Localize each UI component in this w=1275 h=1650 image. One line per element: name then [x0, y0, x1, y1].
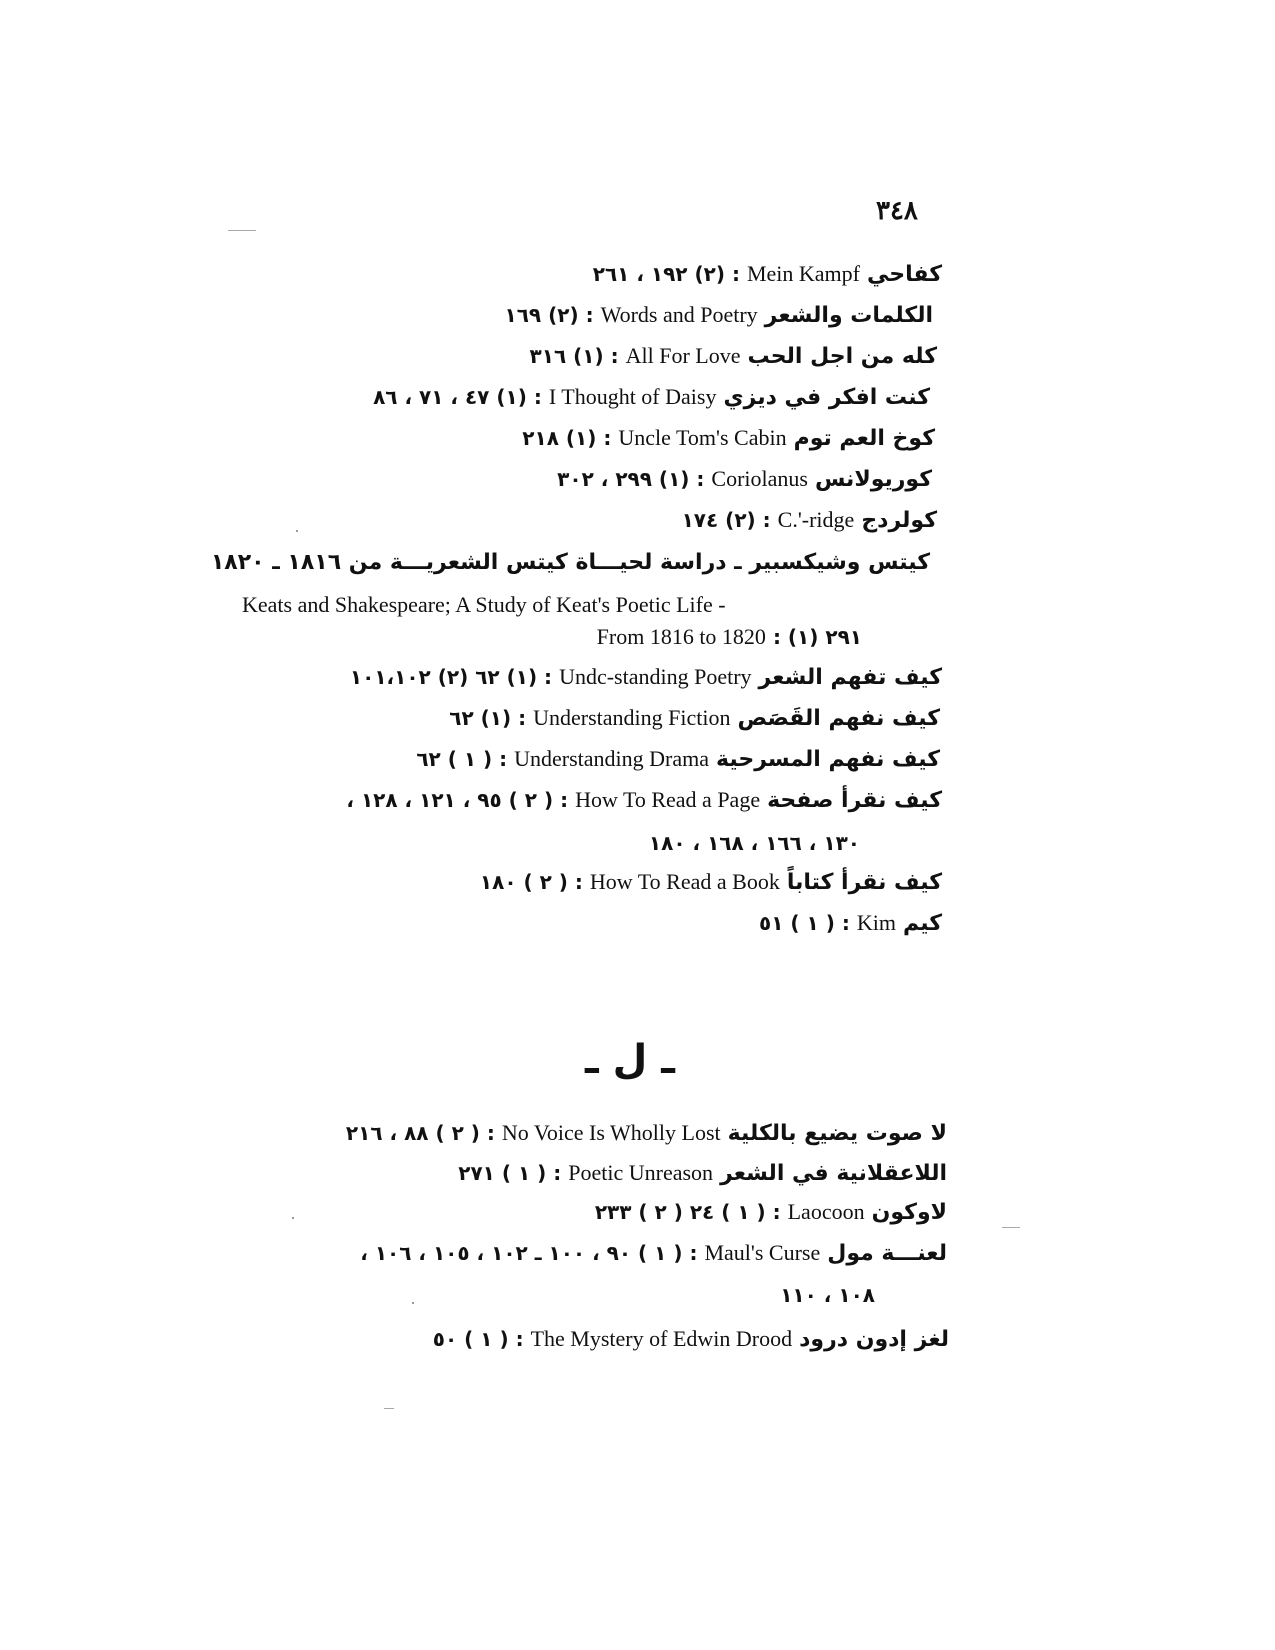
entry-english-title: Poetic Unreason	[568, 1160, 714, 1185]
scan-speck	[412, 1302, 414, 1304]
scan-speck	[292, 1217, 294, 1219]
entry-references: : (١) ٢٩١	[772, 625, 862, 649]
entry-english-title: All For Love	[625, 343, 741, 368]
entry-references: : (١) ٣١٦	[529, 344, 619, 368]
entry-arabic-title: كوريولانس	[814, 467, 932, 492]
index-entry-how-to-read-a-page	[346, 781, 942, 819]
entry-arabic-title: لاوكون	[871, 1200, 947, 1225]
entry-references: : (١) ٢٩٩ ، ٣٠٢	[557, 467, 705, 491]
entry-arabic-title: كيف نقرأ صفحة	[767, 788, 942, 813]
entry-english-title: Undc-standing Poetry	[559, 664, 752, 689]
entry-references: : (١) ٦٢	[449, 706, 527, 730]
entry-references: : ( ٢ ) ٨٨ ، ٢١٦	[345, 1121, 495, 1145]
entry-arabic-title: كنت افكر في ديزي	[723, 385, 930, 410]
entry-arabic-title: كفاحي	[866, 262, 942, 287]
entry-arabic-title: لغز إدون درود	[799, 1327, 949, 1352]
index-entry-mauls-curse-continued: ١٠٨ ، ١١٠	[780, 1283, 875, 1307]
index-entry-how-to-read-a-page-continued: ١٣٠ ، ١٦٦ ، ١٦٨ ، ١٨٠	[648, 831, 860, 855]
entry-english-title: Understanding Fiction	[533, 705, 731, 730]
index-entry-mauls-curse	[360, 1234, 947, 1272]
entry-arabic-title: كولردج	[861, 508, 937, 533]
page-number: ٣٤٨	[876, 196, 918, 226]
scan-speck	[384, 1408, 394, 1409]
index-entry-words-and-poetry	[505, 296, 933, 334]
index-entry-laocoon	[595, 1193, 947, 1231]
entry-english-title: I Thought of Daisy	[548, 384, 717, 409]
entry-arabic-title: كوخ العم توم	[793, 426, 935, 451]
entry-arabic-title: كيف تفهم الشعر	[758, 665, 942, 690]
entry-references: : ( ١ ) ٥١	[759, 911, 850, 935]
entry-references: : ( ٢ ) ٩٥ ، ١٢١ ، ١٢٨ ،	[346, 788, 569, 812]
entry-references: : (١) ٦٢ (٢) ١٠١،١٠٢	[349, 665, 553, 689]
index-entry-mein-kampf	[593, 255, 942, 293]
entry-references: : (١) ٤٧ ، ٧١ ، ٨٦	[373, 385, 542, 409]
entry-references: : ( ١ ) ٥٠	[432, 1327, 524, 1351]
index-entry-coriolanus	[557, 460, 932, 498]
entry-references: : (٢) ١٧٤	[681, 508, 771, 532]
entry-english-title: Kim	[856, 910, 896, 935]
entry-references: : (٢) ١٩٢ ، ٢٦١	[592, 262, 740, 286]
entry-arabic-title: لعنـــة مول	[827, 1241, 947, 1266]
entry-references: : ( ١ ) ٦٢	[416, 747, 508, 771]
index-entry-poetic-unreason	[458, 1154, 947, 1192]
entry-english-title: Understanding Drama	[514, 746, 710, 771]
entry-references: : ( ٢ ) ١٨٠	[479, 870, 583, 894]
index-entry-understanding-drama	[416, 740, 940, 778]
entry-arabic-title: كله من اجل الحب	[747, 344, 937, 369]
entry-arabic-title: الكلمات والشعر	[764, 303, 933, 328]
entry-arabic-title: كيف نقرأ كتاباً	[786, 870, 942, 895]
entry-references: : ( ١ ) ٢٧١	[458, 1161, 562, 1185]
entry-english-title: Maul's Curse	[704, 1240, 821, 1265]
entry-arabic-title: اللاعقلانية في الشعر	[720, 1161, 947, 1186]
entry-english-title: C.'-ridge	[777, 507, 855, 532]
entry-english-title: How To Read a Book	[589, 869, 780, 894]
entry-english-title: From 1816 to 1820	[596, 624, 766, 649]
index-entry-kim	[759, 904, 942, 942]
entry-english-title: Laocoon	[787, 1199, 865, 1224]
entry-references: : ( ١ ) ٩٠ ، ١٠٠ ـ ١٠٢ ، ١٠٥ ، ١٠٦ ،	[360, 1241, 698, 1265]
entry-arabic-title: كيتس وشيكسبير ـ دراسة لحيـــاة كيتس الشعريـــة من ١٨١٦ ـ ١٨٢٠	[210, 550, 930, 575]
index-entry-keats-arabic	[211, 544, 930, 582]
index-entry-understanding-poetry	[350, 658, 942, 696]
index-entry-how-to-read-a-book	[480, 863, 942, 901]
entry-references: : ( ١ ) ٢٤ ( ٢ ) ٢٣٣	[594, 1200, 781, 1224]
entry-references: : (٢) ١٦٩	[504, 303, 594, 327]
entry-english-title: No Voice Is Wholly Lost	[501, 1120, 721, 1145]
index-entry-no-voice-is-wholly-lost	[346, 1114, 947, 1152]
index-entry-uncle-toms-cabin	[522, 419, 935, 457]
entry-arabic-title: كيف نفهم القَصَص	[737, 706, 940, 731]
entry-arabic-title: كيم	[902, 911, 942, 936]
entry-arabic-title: كيف نفهم المسرحية	[716, 747, 940, 772]
index-entry-mystery-of-edwin-drood	[433, 1320, 949, 1358]
entry-english-title: Words and Poetry	[600, 302, 758, 327]
entry-arabic-title: لا صوت يضيع بالكلية	[727, 1121, 947, 1146]
index-entry-i-thought-of-daisy	[373, 378, 930, 416]
index-entry-keats-line2	[597, 618, 862, 656]
entry-references: : (١) ٢١٨	[522, 426, 612, 450]
scan-speck	[1002, 1227, 1020, 1228]
scan-speck	[228, 230, 256, 231]
index-entry-all-for-love	[530, 337, 937, 375]
index-entry-coleridge	[682, 501, 937, 539]
scan-speck	[296, 530, 298, 532]
entry-english-title: The Mystery of Edwin Drood	[530, 1326, 793, 1351]
index-entry-understanding-fiction	[449, 699, 940, 737]
entry-english-title: Uncle Tom's Cabin	[618, 425, 787, 450]
index-entry-keats-english-line1: Keats and Shakespeare; A Study of Keat's Poetic Life -	[242, 592, 726, 617]
entry-english-title: Mein Kampf	[746, 261, 860, 286]
entry-english-title: How To Read a Page	[575, 787, 761, 812]
entry-english-title: Coriolanus	[711, 466, 808, 491]
section-heading-lam: ـ ل ـ	[585, 1037, 675, 1083]
